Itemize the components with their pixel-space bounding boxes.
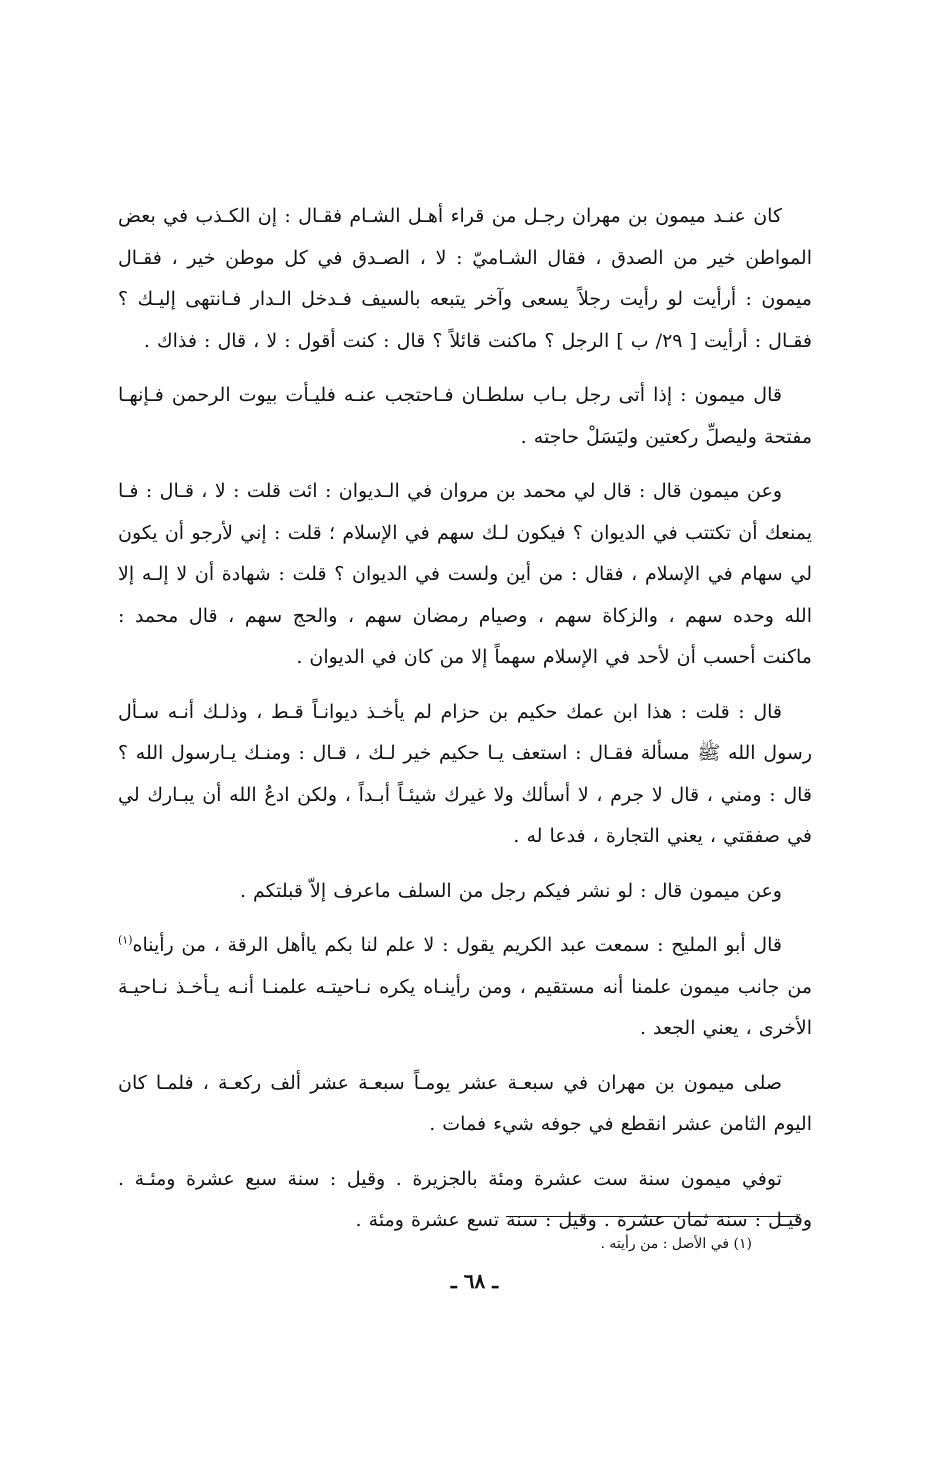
paragraph-7: صلى ميمون بن مهران في سبعـة عشر يومـاً سبعـة عشر ألف ركعـة ، فلمـا كان اليوم الثامن عشر انقطع في جوفه شيء فمات . bbox=[118, 1071, 812, 1135]
footnote-marker[interactable]: (١) bbox=[118, 933, 133, 947]
paragraph-8: توفي ميمون سنة ست عشرة ومئة بالجزيرة . وقيل : سنة سبع عشرة ومئـة . وقيـل : سنة ثمان عشرة . وقيل : سنة تسع عشرة ومئة . bbox=[118, 1167, 812, 1231]
paragraph-1: كان عنـد ميمون بن مهران رجـل من قراء أهـل الشـام فقـال : إن الكـذب في بعض المواطن خير من الصدق ، فقال الشـاميّ : لا ، الصـدق في كل موطن خير ، فقـال ميمون : أرأيت لو رأيت رجلاً يسعى وآخر يتبعه بالسيف فـدخل الـدار فـانتهى إليـك ؟ فقـال : أرأيت [ ٢٩/ ب ] الرجل ؟ ماكنت قائلاً ؟ قال : كنت أقول : لا ، قال : فذاك . bbox=[118, 205, 812, 352]
page-number: ـ ٦٨ ـ bbox=[450, 1269, 499, 1293]
paragraph-6 bbox=[118, 925, 812, 1050]
footnote: (١) في الأصل : من رأيته . bbox=[600, 1236, 752, 1252]
paragraph-3: وعن ميمون قال : قال لي محمد بن مروان في الـديوان : ائت قلت : لا ، قـال : فـا يمنعك أن تكتتب في الديوان ؟ فيكون لـك سهم في الإسلام ؛ قلت : إني لأرجو أن يكون لي سهام في الإسلام ، فقال : من أين ولست في الديوان ؟ قلت : شهادة أن لا إلـه إلا الله وحده سهم ، والزكاة سهم ، وصيام رمضان سهم ، والحج سهم ، قال محمد : ماكنت أحسب أن لأحد في الإسلام سهماً إلا من كان في الديوان . bbox=[118, 480, 812, 668]
main-text bbox=[118, 196, 812, 1255]
paragraph-4: قال : قلت : هذا ابن عمك حكيم بن حزام لم يأخـذ ديوانـاً قـط ، وذلـك أنـه سـأل رسول الله ﷺ مسألة فقـال : استعف يـا حكيم خير لـك ، قـال : ومنـك يـارسول الله ؟ قال : ومني ، قال لا جرم ، لا أسألك ولا غيرك شيئـاً أبـداً ، ولكن ادعُ الله أن يبـارك لي في صفقتي ، يعني التجارة ، فدعا له . bbox=[118, 700, 812, 847]
paragraph-5: وعن ميمون قال : لو نشر فيكم رجل من السلف ماعرف إلاّ قبلتكم . bbox=[239, 879, 782, 902]
footnote-divider bbox=[506, 1216, 799, 1217]
paragraph-6-part-2: من جانب ميمون علمنا أنه مستقيم ، ومن رأينـاه يكره نـاحيتـه علمنـا أنـه يـأخـذ نـاحيـة الأخرى ، يعني الجعد . bbox=[118, 975, 812, 1039]
paragraph-6-part-1: قال أبو المليح : سمعت عبد الكريم يقول : لا علم لنا بكم ياأهل الرقة ، من رأيناه bbox=[132, 934, 782, 956]
paragraph-2: قال ميمون : إذا أتى رجل بـاب سلطـان فـاحتجب عنـه فليـأت بيوت الرحمن فـإنهـا مفتحة وليصلِّ ركعتين وليَسَلْ حاجته . bbox=[118, 384, 812, 448]
